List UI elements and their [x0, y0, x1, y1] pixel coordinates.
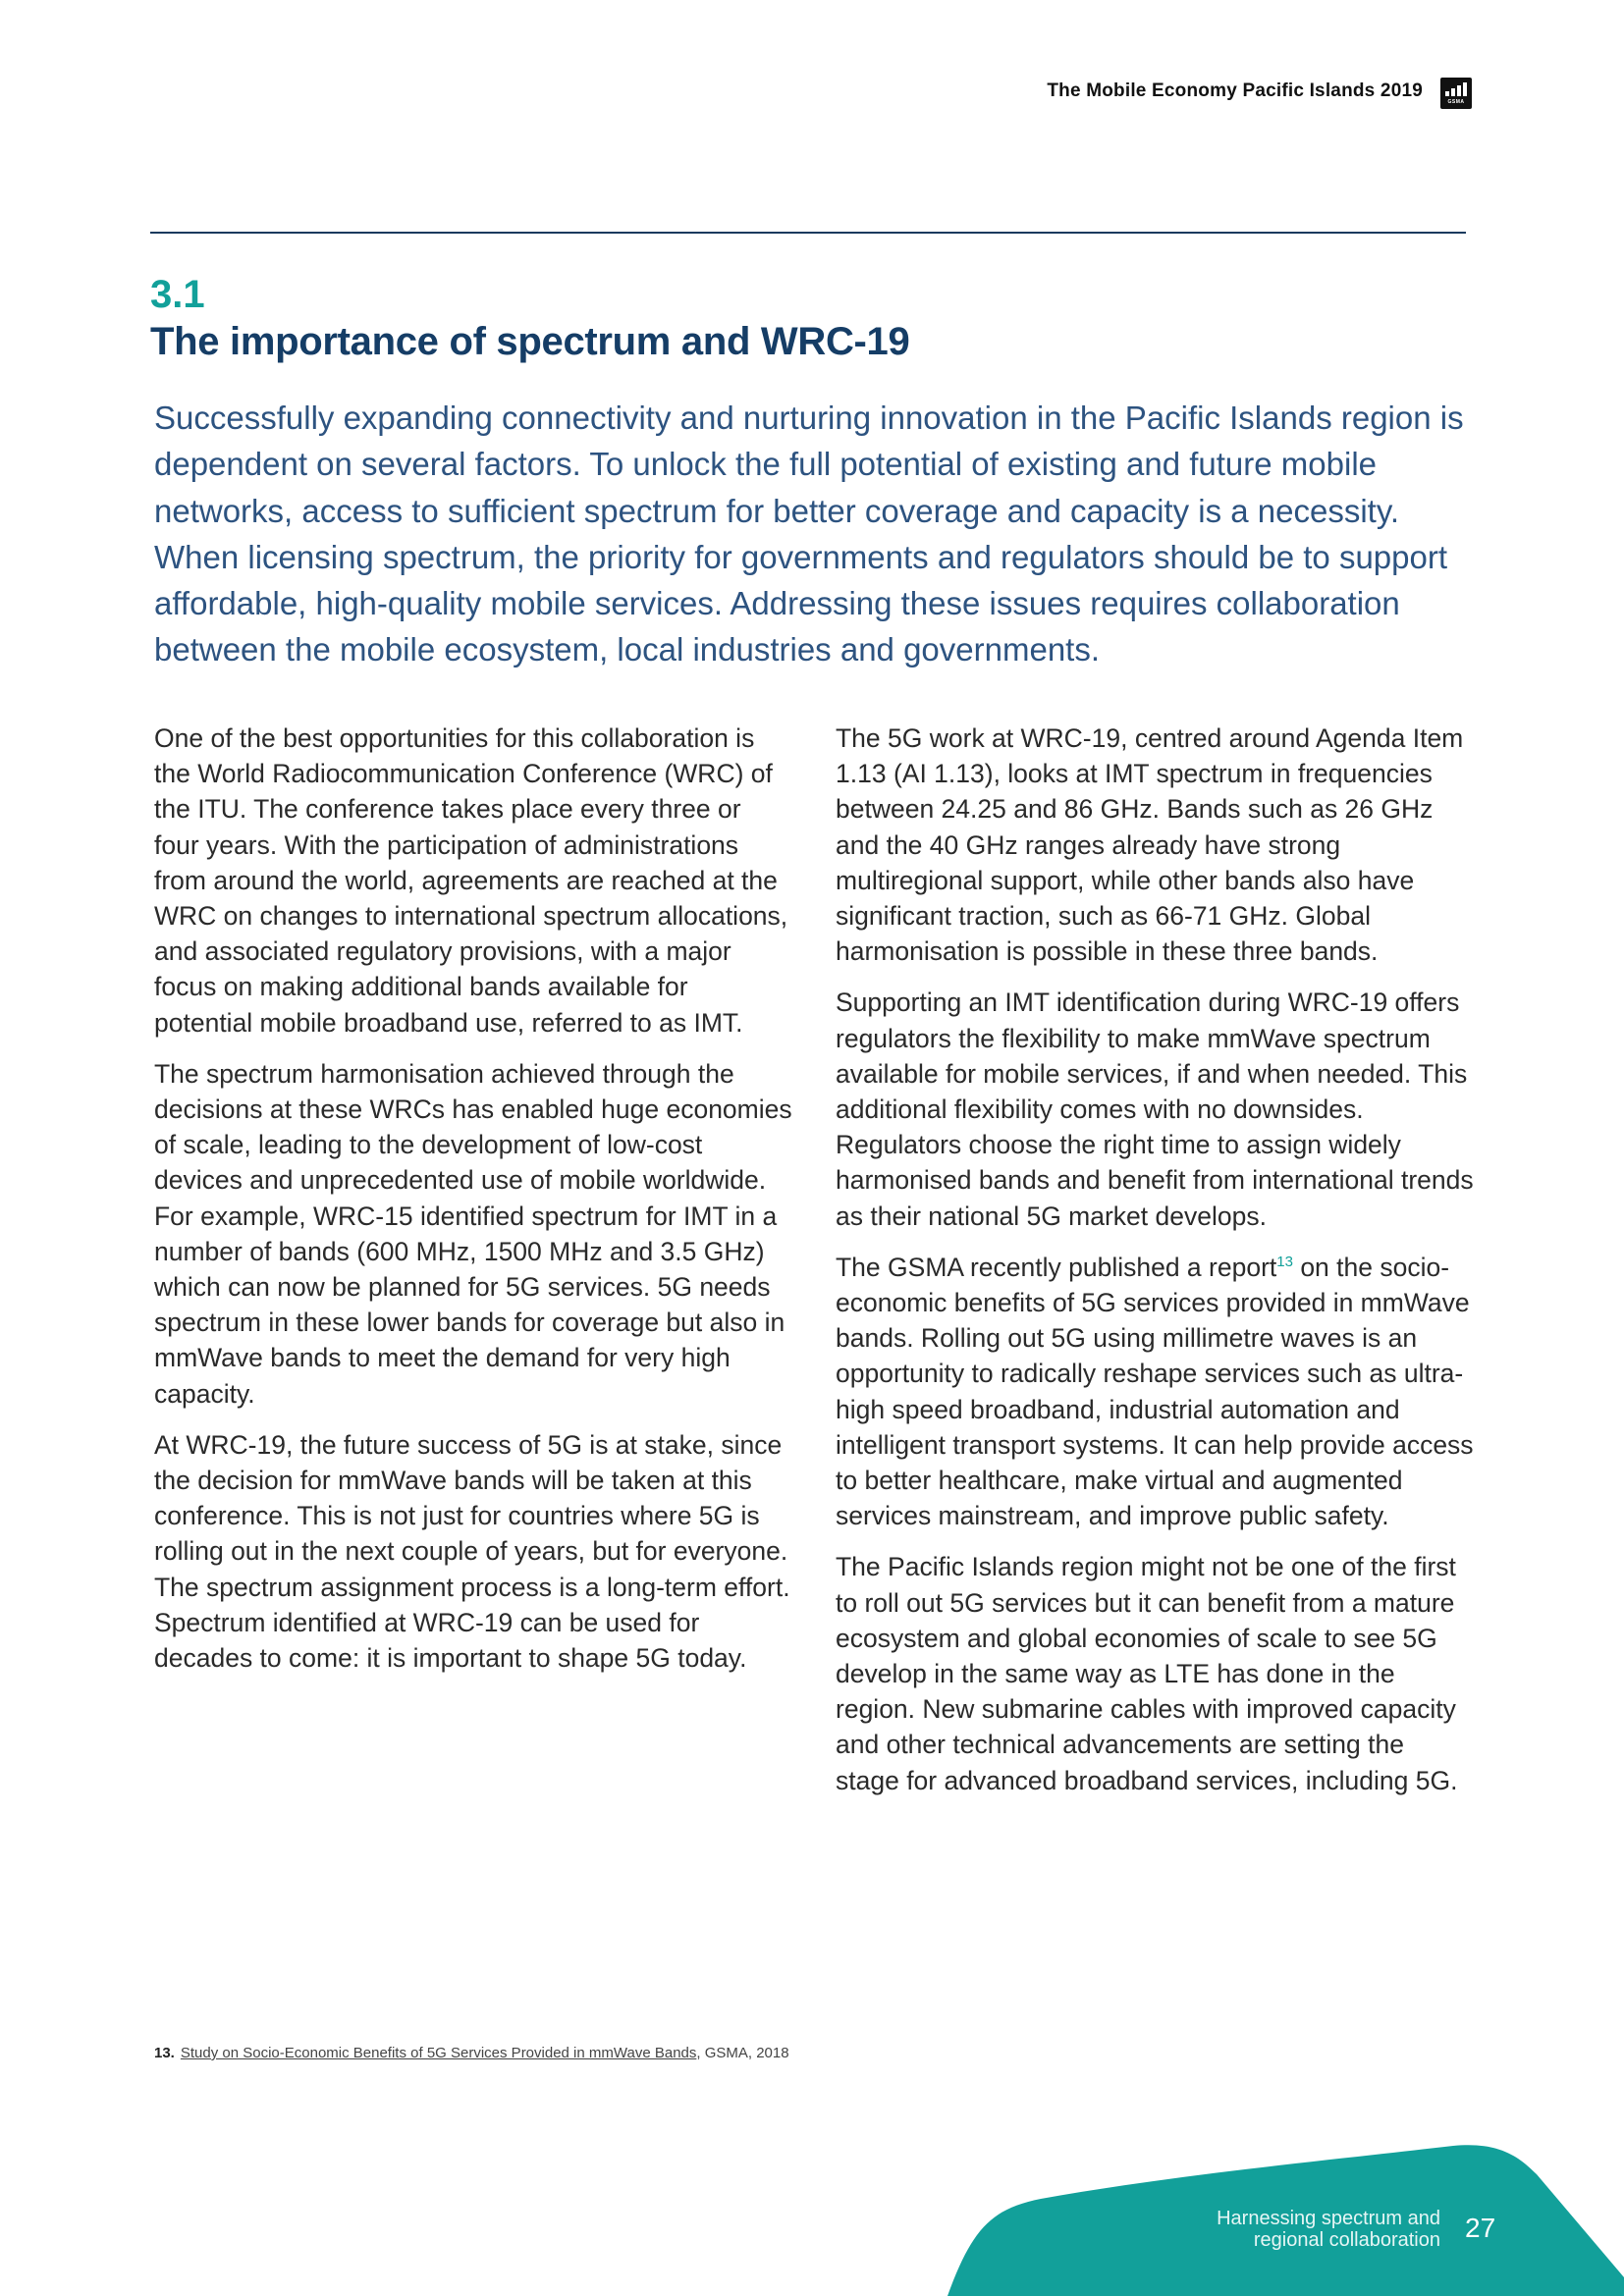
section-title: The importance of spectrum and WRC-19 [150, 320, 910, 363]
body-paragraph: Supporting an IMT identification during WRC-19 offers regulators the flexibility to make mmWave spectrum available for mobile services, if and when needed. This additional flexibility comes with no downsides. Regulators choose the right time to assign widely harmonised bands and benefit from international trends as their national 5G market develops. [836, 988, 1474, 1231]
body-paragraph: One of the best opportunities for this collaboration is the World Radiocommunication Conference (WRC) of the ITU. The conference takes place every three or four years. With the participation of administrations from around the world, agreements are reached at the WRC on changes to international spectrum allocations, and associated regulatory provisions, with a major focus on making additional bands available for potential mobile broadband use, referred to as IMT. [154, 723, 788, 1038]
footer-section-line: regional collaboration [1253, 2229, 1440, 2251]
body-paragraph: The Pacific Islands region might not be one of the first to roll out 5G services but it can benefit from a mature ecosystem and global economies of scale to see 5G develop in the same way as LTE has done in the region. New submarine cables with improved capacity and other technical advancements are setting the stage for advanced broadband services, including 5G. [836, 1552, 1458, 1795]
footer-section-label [1146, 2208, 1440, 2251]
body-paragraph: At WRC-19, the future success of 5G is at stake, since the decision for mmWave bands will be taken at this conference. This is not just for countries where 5G is rolling out in the next couple of years, but for everyone. The spectrum assignment process is a long-term effort. Spectrum identified at WRC-19 can be used for decades to come: it is important to shape 5G today. [154, 1429, 790, 1674]
paragraph-text: The GSMA recently published a report [836, 1252, 1277, 1282]
footnote-suffix: , GSMA, 2018 [696, 2045, 789, 2061]
footer-section-line: Harnessing spectrum and [1217, 2208, 1440, 2229]
footnote-link[interactable]: Study on Socio-Economic Benefits of 5G Services Provided in mmWave Bands [180, 2045, 697, 2061]
section-number: 3.1 [150, 273, 205, 316]
footnote-number: 13. [154, 2045, 175, 2061]
body-paragraph: The spectrum harmonisation achieved through the decisions at these WRCs has enabled huge economies of scale, leading to the development of low-cost devices and unprecedented use of mobile worldwide. For example, WRC-15 identified spectrum for IMT in a number of bands (600 MHz, 1500 MHz and 3.5 GHz) which can now be planned for 5G services. 5G needs spectrum in these lower bands for coverage but also in mmWave bands to meet the demand for very high capacity. [154, 1058, 792, 1409]
paragraph-text: on the socio-economic benefits of 5G services provided in mmWave bands. Rolling out 5G using millimetre waves is an opportunity to radically reshape services such as ultra-high speed broadband, industrial automation and intelligent transport systems. It can help provide access to better healthcare, make virtual and augmented services mainstream, and improve public safety. [836, 1252, 1474, 1531]
footnote-reference[interactable]: 13 [1276, 1254, 1293, 1271]
report-title: The Mobile Economy Pacific Islands 2019 [1047, 80, 1423, 101]
logo-text: GSMA [1447, 99, 1465, 105]
page-number: 27 [1465, 2213, 1496, 2243]
lead-paragraph: Successfully expanding connectivity and nurturing innovation in the Pacific Islands region is dependent on several factors. To unlock the full potential of existing and future mobile networks, access to sufficient spectrum for better coverage and capacity is a necessity. When licensing spectrum, the priority for governments and regulators should be to support affordable, high-quality mobile services. Addressing these issues requires collaboration between the mobile ecosystem, local industries and governments. [154, 400, 1464, 668]
body-paragraph: The 5G work at WRC-19, centred around Agenda Item 1.13 (AI 1.13), looks at IMT spectrum in frequencies between 24.25 and 86 GHz. Bands such as 26 GHz and the 40 GHz ranges already have strong multiregional support, while other bands also have significant traction, such as 66-71 GHz. Global harmonisation is possible in these three bands. [836, 723, 1464, 967]
